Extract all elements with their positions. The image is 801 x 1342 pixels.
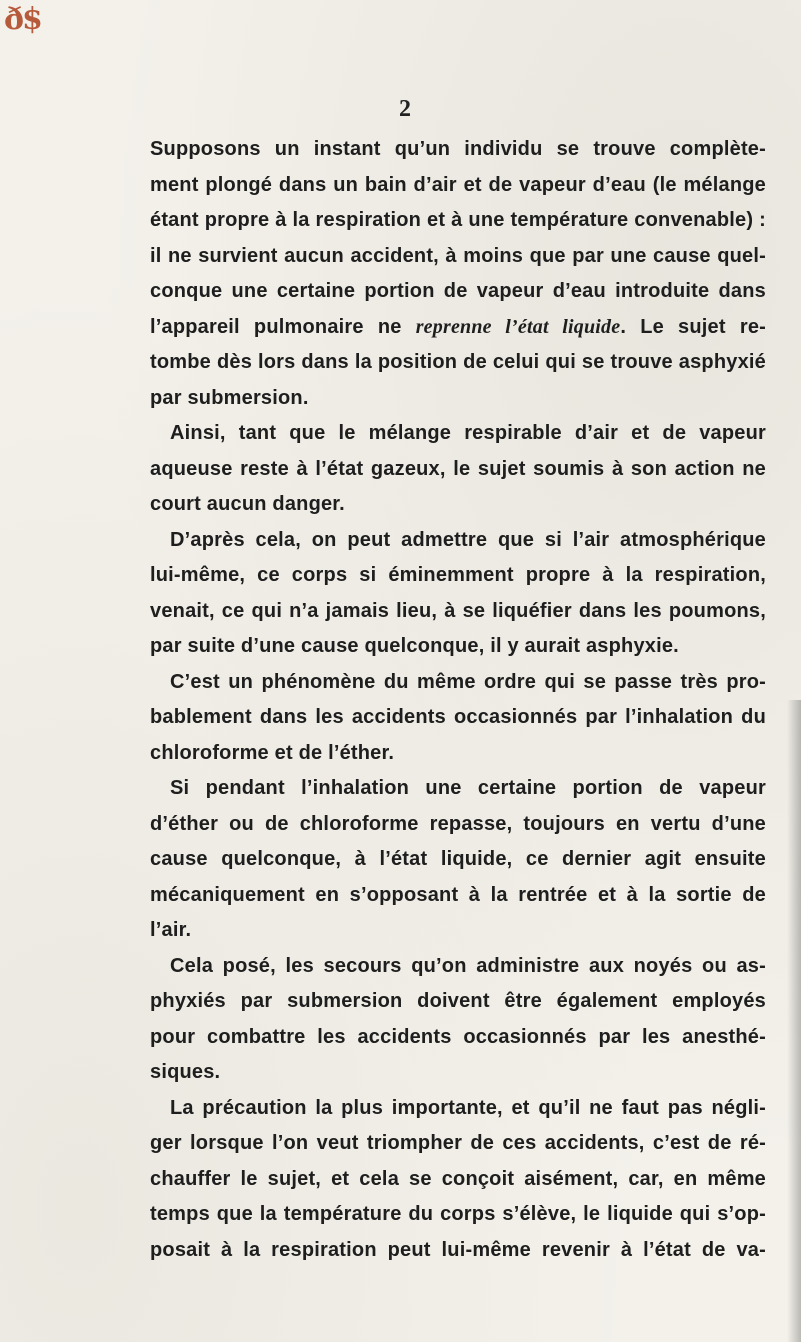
text-line: il ne survient aucun accident, à moins que par une cause quel- <box>150 244 766 267</box>
text-line: chloroforme et de l’éther. <box>150 741 395 764</box>
text-line: chauffer le sujet, et cela se conçoit aisément, car, en même <box>150 1167 766 1190</box>
page-edge-shadow <box>787 700 801 1342</box>
text-line: par submersion. <box>150 386 309 409</box>
text-line: par suite d’une cause quelconque, il y aurait asphyxie. <box>150 635 679 657</box>
text-line: lui-même, ce corps si éminemment propre à la respiration, <box>150 564 766 586</box>
text-line: venait, ce qui n’a jamais lieu, à se liquéfier dans les poumons, <box>150 599 766 622</box>
text-line: La précaution la plus importante, et qu’il ne faut pas négli- <box>170 1096 766 1119</box>
page-number: 2 <box>399 96 411 122</box>
text-line: temps que la température du corps s’élève, le liquide qui s’op- <box>150 1203 766 1225</box>
text-line: Si pendant l’inhalation une certaine portion de vapeur <box>170 777 766 799</box>
text-line: court aucun danger. <box>150 493 345 515</box>
text-line: tombe dès lors dans la position de celui qui se trouve asphyxié <box>150 351 766 373</box>
text-line: bablement dans les accidents occasionnés par l’inhalation du <box>150 706 766 728</box>
text-line: siques. <box>150 1061 221 1083</box>
text-line: d’éther ou de chloroforme repasse, toujours en vertu d’une <box>150 812 766 835</box>
text-line: C’est un phénomène du même ordre qui se passe très pro- <box>170 670 766 693</box>
body-text <box>150 132 766 1268</box>
text-line: D’après cela, on peut admettre que si l’air atmosphérique <box>170 528 766 551</box>
text-line: cause quelconque, à l’état liquide, ce dernier agit ensuite <box>150 848 766 870</box>
library-stamp: ð$ <box>4 2 41 37</box>
text-line: phyxiés par submersion doivent être également employés <box>150 990 766 1012</box>
italic-phrase: reprenne l’état liquide <box>415 315 621 338</box>
text-line-segment: l’appareil pulmonaire ne <box>150 315 402 338</box>
text-line: mécaniquement en s’opposant à la rentrée et à la sortie de <box>150 883 766 906</box>
text-line-segment: . Le sujet re- <box>620 315 767 338</box>
text-line: Ainsi, tant que le mélange respirable d’air et de vapeur <box>170 422 766 444</box>
text-line: l’air. <box>150 919 192 941</box>
text-line: ger lorsque l’on veut triompher de ces accidents, c’est de ré- <box>150 1132 766 1154</box>
text-line: pour combattre les accidents occasionnés par les anesthé- <box>150 1025 766 1048</box>
text-line: ment plongé dans un bain d’air et de vapeur d’eau (le mélange <box>150 173 766 196</box>
text-line <box>150 310 766 346</box>
text-line: conque une certaine portion de vapeur d’eau introduite dans <box>150 280 766 302</box>
text-line: Supposons un instant qu’un individu se trouve complète- <box>150 138 766 160</box>
text-line: Cela posé, les secours qu’on administre aux noyés ou as- <box>170 954 766 977</box>
text-line: étant propre à la respiration et à une température convenable) : <box>150 209 766 231</box>
text-line: aqueuse reste à l’état gazeux, le sujet soumis à son action ne <box>150 457 766 480</box>
text-line: posait à la respiration peut lui-même revenir à l’état de va- <box>150 1238 766 1261</box>
